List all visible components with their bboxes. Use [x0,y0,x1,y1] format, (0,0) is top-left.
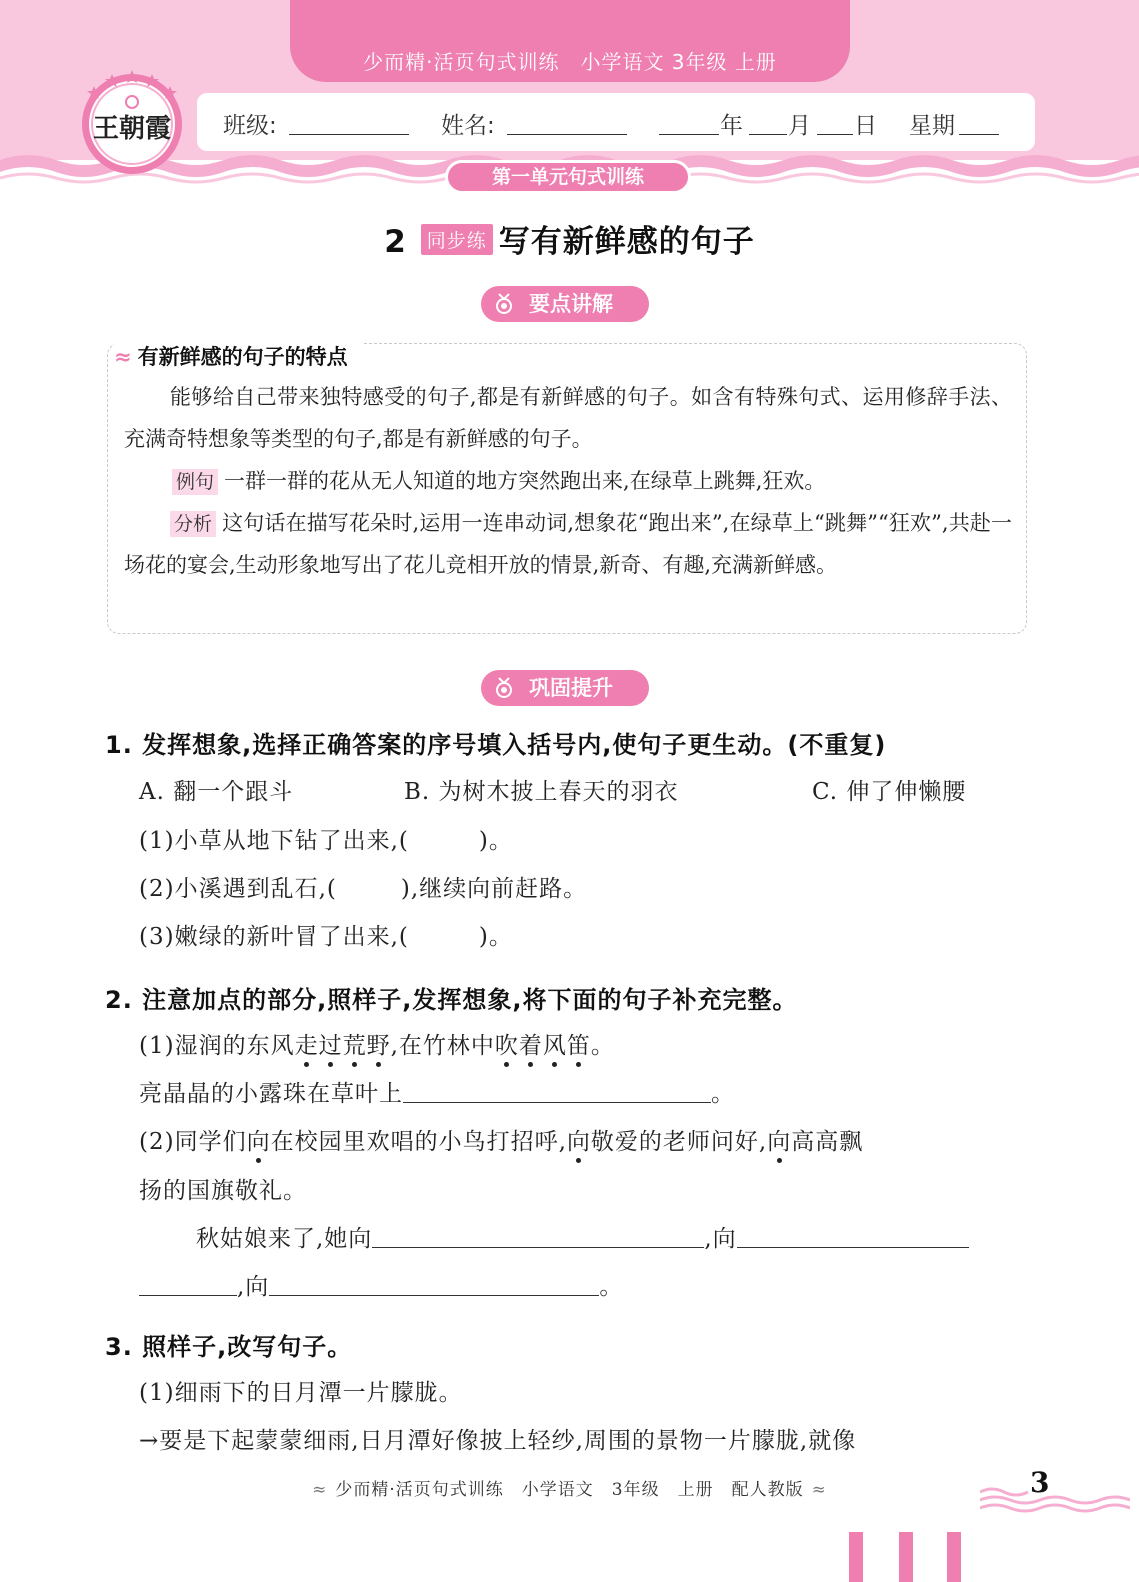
q1-item-2 [139,870,587,903]
analysis-paragraph [124,502,1012,586]
q1-option-b: B. 为树木披上春天的羽衣 [404,779,679,805]
q1-item-3-post: )。 [478,924,513,950]
q2-item-1 [139,1027,615,1060]
medal-icon [493,677,515,699]
key-point-heading-text: 有新鲜感的句子的特点 [137,345,348,369]
day-field[interactable] [817,134,853,135]
dotted-char: 野 [366,1033,391,1059]
dotted-char: 风 [542,1033,567,1059]
q2-item-2-answer-line-3[interactable] [269,1272,599,1296]
analysis-tag: 分析 [170,511,216,537]
footer-wave-decoration [980,1482,1130,1516]
day-label: 日 [854,113,877,139]
q1-item-2-pre: (2)小溪遇到乱石,( [139,876,337,902]
name-field[interactable] [507,134,627,135]
year-field[interactable] [659,134,719,135]
q2-item-1-a: (1)湿润的东风 [139,1033,295,1059]
publisher-logo [78,68,186,176]
lesson-number: 2 [384,224,407,260]
footer-bars-decoration [845,1532,965,1582]
q2-item-1-fill-pre: 亮晶晶的小露珠在草叶上 [139,1081,403,1107]
q2-item-1-fill-post: 。 [711,1081,735,1107]
q2-item-2-fill-pre: 秋姑娘来了,她向 [196,1226,373,1252]
dotted-char: 向 [566,1129,591,1155]
q1-item-1 [139,822,513,855]
q2-item-2-fill [196,1220,969,1253]
q1-item-1-pre: (1)小草从地下钻了出来,( [139,828,409,854]
dotted-char: 吹 [494,1033,519,1059]
q1-item-1-post: )。 [478,828,513,854]
wave-icon: ≈ [312,1480,328,1500]
q3-item-1: (1)细雨下的日月潭一片朦胧。 [139,1380,463,1406]
q2-item-2-d: 高高飘 [791,1129,864,1155]
wave-icon: ≈ [811,1480,827,1500]
q2-item-2-fill-mid: ,向 [704,1226,737,1252]
section-practice-label: 巩固提升 [529,676,613,700]
wave-icon: ≈ [114,345,132,369]
unit-label: 第一单元句式训练 [445,160,691,194]
footer-text: 少而精·活页句式训练 小学语文 3年级 上册 配人教版 [335,1480,804,1500]
q2-item-1-b: ,在竹林中 [390,1033,495,1059]
q2-item-2-fill-cont [139,1268,623,1301]
class-field[interactable] [289,134,409,135]
month-label: 月 [788,113,811,139]
dotted-char: 走 [294,1033,319,1059]
q2-item-1-c: 。 [590,1033,615,1059]
dotted-char: 向 [767,1129,792,1155]
q2-item-2-answer-line-1[interactable] [372,1224,704,1248]
q3-item-1-answer: →要是下起蒙蒙细雨,日月潭好像披上轻纱,周围的景物一片朦胧,就像 [139,1428,857,1454]
q2-item-2-fill-post: 。 [599,1274,624,1300]
lesson-tag: 同步练 [421,224,493,255]
q1-option-a: A. 翻一个跟斗 [139,779,294,805]
q2-item-2-cont: 扬的国旗敬礼。 [139,1178,307,1204]
key-point-heading [114,341,362,371]
q1-option-c: C. 伸了伸懒腰 [812,779,967,805]
question-3-title: 3. 照样子,改写句子。 [105,1333,353,1361]
analysis-text: 这句话在描写花朵时,运用一连串动词,想象花“跑出来”,在绿草上“跳舞”“狂欢”,共赴一场花的宴会,生动形象地写出了花儿竞相开放的情景,新奇、有趣,充满新鲜感。 [124,511,1012,577]
q2-item-2-c: 敬爱的老师问好, [590,1129,768,1155]
dotted-char: 着 [518,1033,543,1059]
weekday-field[interactable] [959,134,999,135]
month-field[interactable] [749,134,787,135]
series-title: 少而精·活页句式训练 小学语文 3年级 上册 [363,50,777,74]
year-label: 年 [720,113,743,139]
q2-item-1-answer-line[interactable] [403,1079,711,1103]
student-info-bar [197,93,1035,151]
q2-item-2-answer-line-2[interactable] [737,1224,969,1248]
question-1-title: 1. 发挥想象,选择正确答案的序号填入括号内,使句子更生动。(不重复) [105,731,887,759]
dotted-char: 向 [246,1129,271,1155]
question-2-title: 2. 注意加点的部分,照样子,发挥想象,将下面的句子补充完整。 [105,986,798,1014]
section-key-points [481,286,649,322]
name-label: 姓名: [441,113,495,139]
weekday-label: 星期 [909,113,955,139]
q1-item-3 [139,918,513,951]
example-sentence [124,460,1012,502]
dotted-char: 笛 [566,1033,591,1059]
logo-text: 王朝霞 [92,114,171,144]
page-number: 3 [1030,1466,1050,1499]
class-label: 班级: [223,113,277,139]
section-key-points-label: 要点讲解 [529,292,613,316]
lesson-title-text: 写有新鲜感的句子 [498,224,755,260]
example-text: 一群一群的花从无人知道的地方突然跑出来,在绿草上跳舞,狂欢。 [224,469,826,493]
example-tag: 例句 [172,469,218,495]
footer [0,1475,1139,1500]
q1-item-3-pre: (3)嫩绿的新叶冒了出来,( [139,924,409,950]
dotted-char: 过 [318,1033,343,1059]
key-point-paragraph: 能够给自己带来独特感受的句子,都是有新鲜感的句子。如含有特殊句式、运用修辞手法、充满奇特想象等类型的句子,都是有新鲜感的句子。 [124,385,1012,451]
medal-icon [493,293,515,315]
section-practice [481,670,649,706]
q2-item-1-fill [139,1075,735,1108]
q2-item-2-answer-line-2-cont[interactable] [139,1272,237,1296]
q2-item-2 [139,1123,863,1156]
dotted-char: 荒 [342,1033,367,1059]
q1-item-2-post: ),继续向前赶路。 [400,876,588,902]
q2-item-2-fill-mid2: ,向 [237,1274,270,1300]
q2-item-2-b: 在校园里欢唱的小鸟打招呼, [270,1129,567,1155]
lesson-title [0,216,1139,261]
q2-item-2-a: (2)同学们 [139,1129,247,1155]
